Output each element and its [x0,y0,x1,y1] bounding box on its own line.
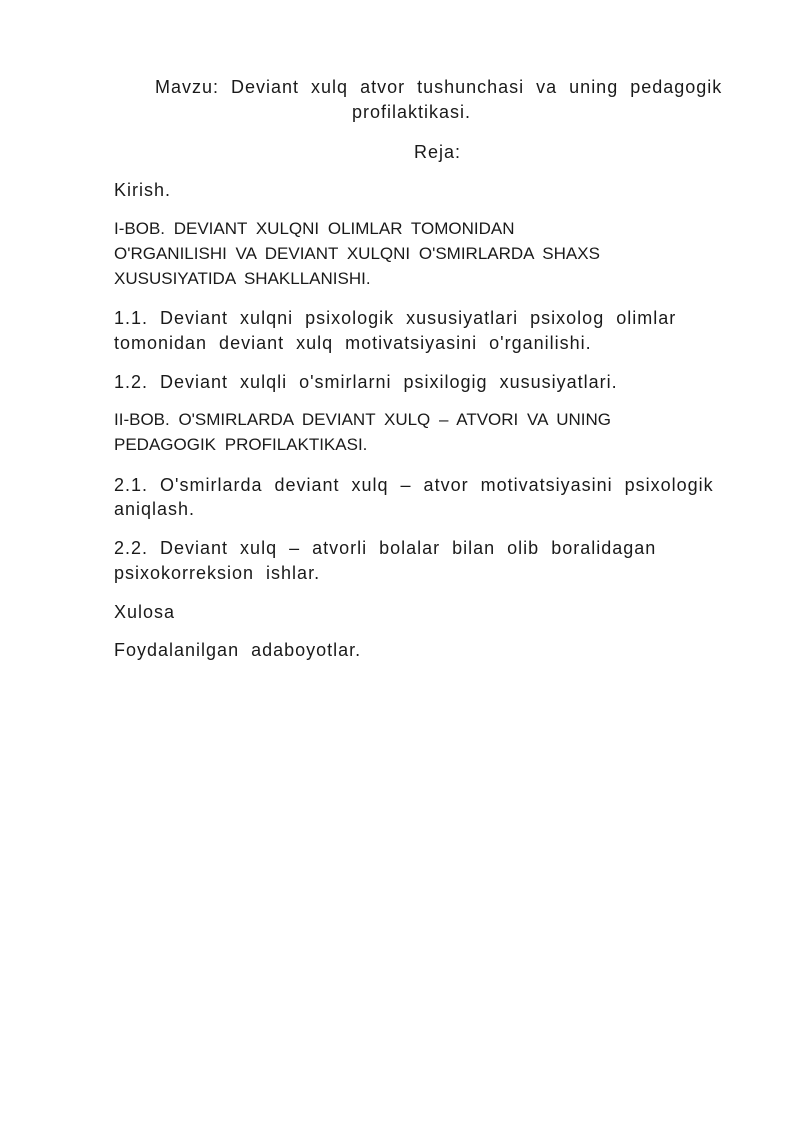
plan-item-1-1-line2: tomonidan deviant xulq motivatsiyasini o'rganilishi. [114,333,592,353]
plan-item-1-2: 1.2. Deviant xulqli o'smirlarni psixilogig xususiyatlari. [114,372,618,392]
plan-item-chapter1-line1: I-BOB. DEVIANT XULQNI OLIMLAR TOMONIDAN [114,219,515,238]
plan-item-references: Foydalanilgan adaboyotlar. [114,640,362,660]
plan-item-2-2-line1: 2.2. Deviant xulq – atvorli bolalar bilan olib boralidagan [114,538,657,558]
plan-item-intro: Kirish. [114,180,172,200]
plan-item-chapter1-line3: XUSUSIYATIDA SHAKLLANISHI. [114,269,371,288]
plan-item-chapter2-line1: II-BOB. O'SMIRLARDA DEVIANT XULQ – ATVORI VA UNING [114,410,611,429]
plan-item-chapter1-line2: O'RGANILISHI VA DEVIANT XULQNI O'SMIRLARDA SHAXS [114,244,600,263]
plan-item-chapter2-line2: PEDAGOGIK PROFILAKTIKASI. [114,435,368,454]
plan-item-2-1-line2: aniqlash. [114,499,196,519]
plan-item-conclusion: Xulosa [114,602,176,622]
plan-item-2-2-line2: psixokorreksion ishlar. [114,563,321,583]
title-line-1: Mavzu: Deviant xulq atvor tushunchasi va uning pedagogik [155,77,723,97]
title-line-2: profilaktikasi. [352,102,472,122]
plan-heading: Reja: [414,142,462,162]
plan-item-1-1-line1: 1.1. Deviant xulqni psixologik xususiyatlari psixolog olimlar [114,308,677,328]
plan-item-2-1-line1: 2.1. O'smirlarda deviant xulq – atvor motivatsiyasini psixologik [114,475,714,495]
